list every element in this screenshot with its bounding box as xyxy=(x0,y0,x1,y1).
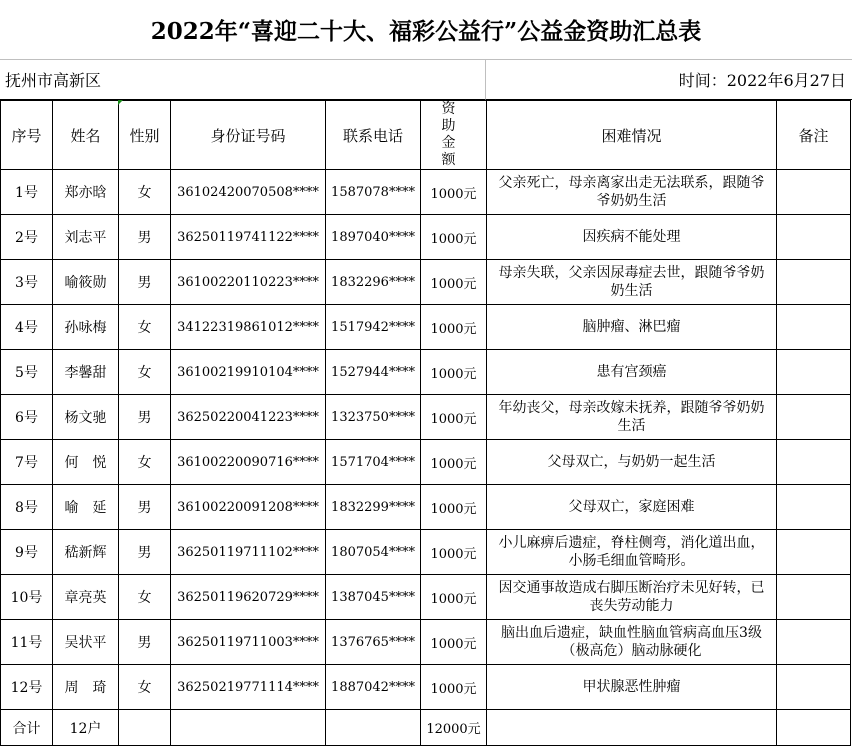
id-cell[interactable]: 36250119620729**** xyxy=(171,575,326,620)
amount-cell[interactable]: 1000元 xyxy=(421,620,487,665)
header-remark[interactable]: 备注 xyxy=(777,101,851,170)
seq-cell[interactable]: 9号 xyxy=(1,530,53,575)
name-cell[interactable]: 杨文驰 xyxy=(53,395,119,440)
seq-cell[interactable]: 1号 xyxy=(1,170,53,215)
id-cell[interactable]: 34122319861012**** xyxy=(171,305,326,350)
region-cell[interactable]: 抚州市高新区 xyxy=(0,60,486,100)
id-cell[interactable]: 36100219910104**** xyxy=(171,350,326,395)
remark-cell[interactable] xyxy=(777,665,851,710)
table-row xyxy=(1,395,851,440)
difficulty-cell[interactable]: 脑出血后遗症，缺血性脑血管病高血压3级（极高危）脑动脉硬化 xyxy=(487,620,777,665)
remark-cell[interactable] xyxy=(777,530,851,575)
header-id[interactable]: 身份证号码 xyxy=(171,101,326,170)
total-empty-cell[interactable] xyxy=(119,710,171,746)
id-cell[interactable]: 36250119741122**** xyxy=(171,215,326,260)
remark-cell[interactable] xyxy=(777,620,851,665)
difficulty-cell[interactable]: 因疾病不能处理 xyxy=(487,215,777,260)
name-cell[interactable]: 刘志平 xyxy=(53,215,119,260)
difficulty-cell[interactable]: 脑肿瘤、淋巴瘤 xyxy=(487,305,777,350)
table-row xyxy=(1,575,851,620)
seq-cell[interactable]: 3号 xyxy=(1,260,53,305)
difficulty-cell[interactable]: 患有宫颈癌 xyxy=(487,350,777,395)
name-cell[interactable]: 章亮英 xyxy=(53,575,119,620)
total-households[interactable]: 12户 xyxy=(53,710,119,746)
total-amount[interactable]: 12000元 xyxy=(421,710,487,746)
gender-cell[interactable]: 男 xyxy=(119,530,171,575)
difficulty-cell[interactable]: 年幼丧父，母亲改嫁未抚养，跟随爷爷奶奶生活 xyxy=(487,395,777,440)
amount-cell[interactable]: 1000元 xyxy=(421,305,487,350)
phone-cell[interactable]: 1387045**** xyxy=(326,575,421,620)
phone-cell[interactable]: 1517942**** xyxy=(326,305,421,350)
table-row xyxy=(1,350,851,395)
gender-cell[interactable]: 男 xyxy=(119,485,171,530)
name-cell[interactable]: 喻 延 xyxy=(53,485,119,530)
seq-cell[interactable]: 10号 xyxy=(1,575,53,620)
name-cell[interactable]: 李馨甜 xyxy=(53,350,119,395)
table-row xyxy=(1,620,851,665)
gender-cell[interactable]: 男 xyxy=(119,215,171,260)
difficulty-cell[interactable]: 父母双亡，与奶奶一起生活 xyxy=(487,440,777,485)
difficulty-cell[interactable]: 父母双亡，家庭困难 xyxy=(487,485,777,530)
phone-cell[interactable]: 1571704**** xyxy=(326,440,421,485)
summary-table xyxy=(0,100,851,746)
phone-cell[interactable]: 1807054**** xyxy=(326,530,421,575)
total-empty-cell[interactable] xyxy=(171,710,326,746)
phone-cell[interactable]: 1527944**** xyxy=(326,350,421,395)
date-cell[interactable]: 时间：2022年6月27日 xyxy=(486,60,852,100)
gender-cell[interactable]: 男 xyxy=(119,395,171,440)
seq-cell[interactable]: 4号 xyxy=(1,305,53,350)
total-empty-cell[interactable] xyxy=(326,710,421,746)
table-row xyxy=(1,170,851,215)
header-amount-line2: 金 额 xyxy=(441,135,466,168)
difficulty-cell[interactable]: 小儿麻痹后遗症，脊柱侧弯，消化道出血，小肠毛细血管畸形。 xyxy=(487,530,777,575)
amount-cell[interactable]: 1000元 xyxy=(421,440,487,485)
gender-cell[interactable]: 女 xyxy=(119,170,171,215)
total-row xyxy=(1,710,851,746)
table-row xyxy=(1,215,851,260)
remark-cell[interactable] xyxy=(777,575,851,620)
remark-cell[interactable] xyxy=(777,440,851,485)
header-difficulty[interactable]: 困难情况 xyxy=(487,101,777,170)
id-cell[interactable]: 36250219771114**** xyxy=(171,665,326,710)
phone-cell[interactable]: 1832296**** xyxy=(326,260,421,305)
amount-cell[interactable]: 1000元 xyxy=(421,395,487,440)
name-cell[interactable]: 孙咏梅 xyxy=(53,305,119,350)
seq-cell[interactable]: 2号 xyxy=(1,215,53,260)
cell-comment-marker xyxy=(118,100,123,105)
difficulty-cell[interactable]: 甲状腺恶性肿瘤 xyxy=(487,665,777,710)
phone-cell[interactable]: 1323750**** xyxy=(326,395,421,440)
remark-cell[interactable] xyxy=(777,350,851,395)
gender-cell[interactable]: 男 xyxy=(119,260,171,305)
remark-cell[interactable] xyxy=(777,395,851,440)
seq-cell[interactable]: 7号 xyxy=(1,440,53,485)
difficulty-cell[interactable]: 父亲死亡，母亲离家出走无法联系，跟随爷爷奶奶生活 xyxy=(487,170,777,215)
name-cell[interactable]: 郑亦晗 xyxy=(53,170,119,215)
header-gender[interactable]: 性别 xyxy=(119,101,171,170)
id-cell[interactable]: 36250119711102**** xyxy=(171,530,326,575)
difficulty-cell[interactable]: 因交通事故造成右脚压断治疗未见好转，已丧失劳动能力 xyxy=(487,575,777,620)
total-empty-cell[interactable] xyxy=(487,710,777,746)
table-row xyxy=(1,260,851,305)
name-cell[interactable]: 何 悦 xyxy=(53,440,119,485)
name-cell[interactable]: 周 琦 xyxy=(53,665,119,710)
header-name[interactable]: 姓名 xyxy=(53,101,119,170)
header-phone[interactable]: 联系电话 xyxy=(326,101,421,170)
amount-cell[interactable]: 1000元 xyxy=(421,575,487,620)
name-cell[interactable]: 喻筱勋 xyxy=(53,260,119,305)
gender-cell[interactable]: 女 xyxy=(119,575,171,620)
id-cell[interactable]: 36100220091208**** xyxy=(171,485,326,530)
header-seq[interactable]: 序号 xyxy=(1,101,53,170)
remark-cell[interactable] xyxy=(777,305,851,350)
phone-cell[interactable]: 1897040**** xyxy=(326,215,421,260)
header-amount-line1: 资 助 xyxy=(441,101,466,134)
header-amount[interactable] xyxy=(421,101,487,170)
table-row xyxy=(1,440,851,485)
phone-cell[interactable]: 1587078**** xyxy=(326,170,421,215)
id-cell[interactable]: 36102420070508**** xyxy=(171,170,326,215)
table-row xyxy=(1,485,851,530)
id-cell[interactable]: 36250119711003**** xyxy=(171,620,326,665)
header-row xyxy=(1,101,851,170)
seq-cell[interactable]: 5号 xyxy=(1,350,53,395)
remark-cell[interactable] xyxy=(777,260,851,305)
id-cell[interactable]: 36100220090716**** xyxy=(171,440,326,485)
remark-cell[interactable] xyxy=(777,170,851,215)
phone-cell[interactable]: 1887042**** xyxy=(326,665,421,710)
amount-cell[interactable]: 1000元 xyxy=(421,665,487,710)
id-cell[interactable]: 36100220110223**** xyxy=(171,260,326,305)
amount-cell[interactable]: 1000元 xyxy=(421,170,487,215)
gender-cell[interactable]: 女 xyxy=(119,350,171,395)
gender-cell[interactable]: 女 xyxy=(119,665,171,710)
difficulty-cell[interactable]: 母亲失联，父亲因尿毒症去世，跟随爷爷奶奶生活 xyxy=(487,260,777,305)
name-cell[interactable]: 嵇新辉 xyxy=(53,530,119,575)
gender-cell[interactable]: 女 xyxy=(119,440,171,485)
remark-cell[interactable] xyxy=(777,485,851,530)
amount-cell[interactable]: 1000元 xyxy=(421,485,487,530)
id-cell[interactable]: 36250220041223**** xyxy=(171,395,326,440)
amount-cell[interactable]: 1000元 xyxy=(421,260,487,305)
amount-cell[interactable]: 1000元 xyxy=(421,530,487,575)
amount-cell[interactable]: 1000元 xyxy=(421,215,487,260)
remark-cell[interactable] xyxy=(777,215,851,260)
gender-cell[interactable]: 女 xyxy=(119,305,171,350)
seq-cell[interactable]: 12号 xyxy=(1,665,53,710)
table-row xyxy=(1,305,851,350)
amount-cell[interactable]: 1000元 xyxy=(421,350,487,395)
sheet-title[interactable]: 2022年“喜迎二十大、福彩公益行”公益金资助汇总表 xyxy=(0,0,852,60)
seq-cell[interactable]: 8号 xyxy=(1,485,53,530)
phone-cell[interactable]: 1832299**** xyxy=(326,485,421,530)
seq-cell[interactable]: 11号 xyxy=(1,620,53,665)
total-empty-cell[interactable] xyxy=(777,710,851,746)
gender-cell[interactable]: 男 xyxy=(119,620,171,665)
total-label[interactable]: 合计 xyxy=(1,710,53,746)
phone-cell[interactable]: 1376765**** xyxy=(326,620,421,665)
table-row xyxy=(1,530,851,575)
name-cell[interactable]: 吴状平 xyxy=(53,620,119,665)
seq-cell[interactable]: 6号 xyxy=(1,395,53,440)
table-row xyxy=(1,665,851,710)
